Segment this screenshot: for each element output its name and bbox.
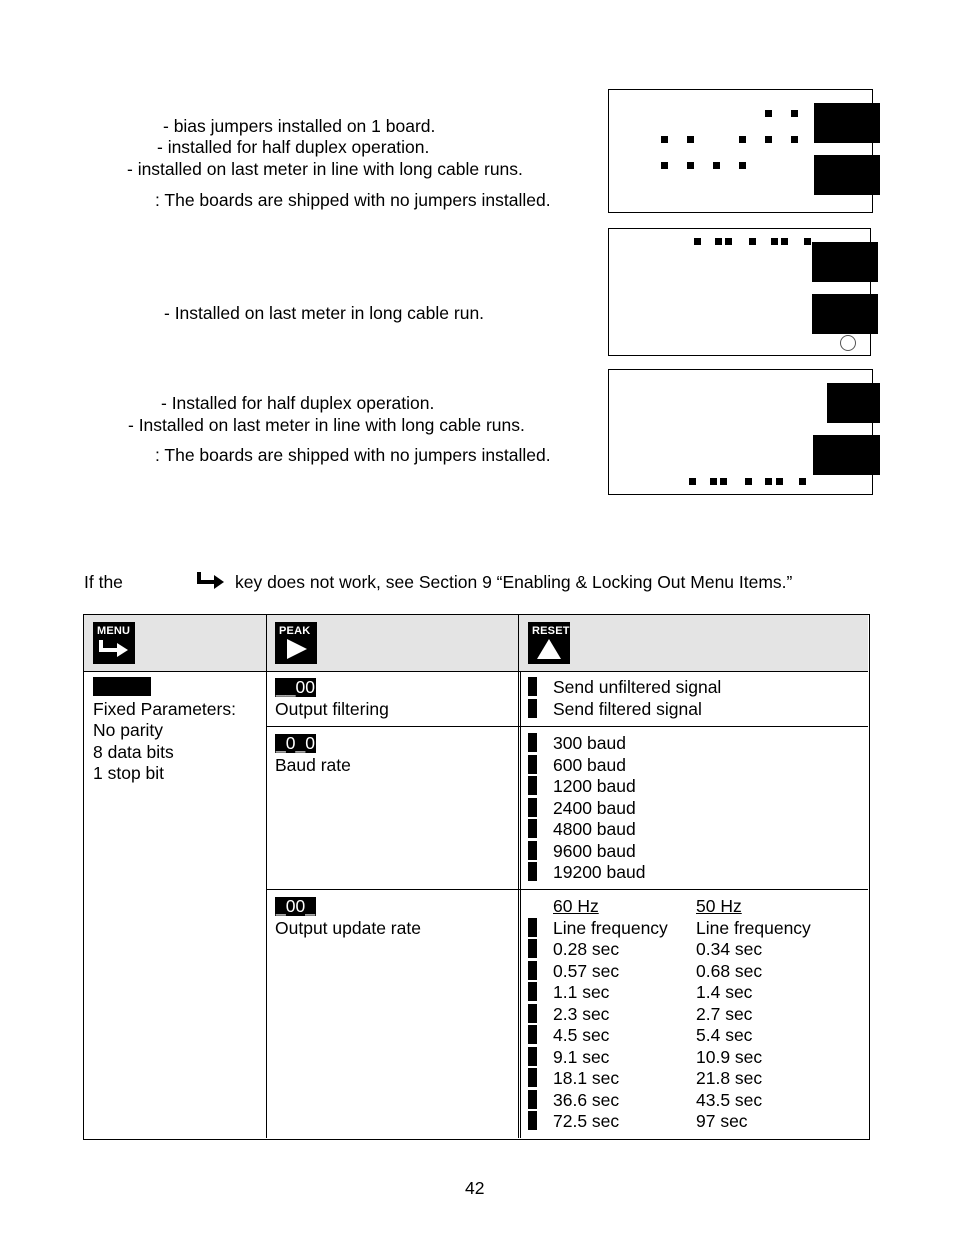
menu-note-suffix: key does not work, see Section 9 “Enabling & Locking Out Menu Items.” (235, 572, 793, 592)
fixed-param-data-bits: 8 data bits (93, 741, 174, 762)
filter-display: __00 (276, 677, 315, 697)
board-diagram-2 (608, 228, 871, 356)
s2-line1: - Installed on last meter in long cable run. (164, 303, 485, 323)
rate50: 0.34 sec (696, 939, 763, 959)
rate50: 43.5 sec (696, 1089, 763, 1110)
rate60: 72.5 sec (553, 1111, 620, 1131)
hz50-header: 50 Hz (696, 896, 742, 916)
baud-option: 4800 baud (553, 819, 636, 839)
baud-option: 600 baud (553, 754, 626, 775)
update-options-50hz (696, 896, 811, 1133)
baud-option: 2400 baud (553, 797, 636, 818)
board-diagram-1 (608, 89, 873, 213)
baud-option: 1200 baud (553, 776, 636, 796)
update-label: Output update rate (275, 917, 421, 938)
freq60-label: Line frequency (553, 917, 668, 938)
filter-option: Send unfiltered signal (553, 677, 722, 697)
rate60: 18.1 sec (553, 1068, 620, 1088)
board-diagram-3 (608, 369, 873, 495)
s1-note: : The boards are shipped with no jumpers installed. (155, 190, 551, 210)
rate50: 5.4 sec (696, 1025, 753, 1045)
s3-line1: - Installed for half duplex operation. (161, 393, 435, 413)
s3-note: : The boards are shipped with no jumpers installed. (155, 445, 551, 465)
update-display: _00_ (276, 896, 315, 916)
s1-line3: - installed on last meter in line with long cable runs. (127, 159, 523, 179)
filter-setting (275, 677, 389, 720)
s1-line2: - installed for half duplex operation. (157, 137, 430, 157)
filter-label: Output filtering (275, 698, 389, 719)
baud-label: Baud rate (275, 754, 351, 775)
menu-note-prefix: If the (84, 572, 123, 592)
filter-option: Send filtered signal (553, 698, 702, 719)
baud-option: 9600 baud (553, 840, 636, 861)
fixed-param-parity: No parity (93, 720, 164, 740)
rate60: 4.5 sec (553, 1025, 610, 1045)
baud-option: 300 baud (553, 733, 626, 753)
rate60: 2.3 sec (553, 1003, 610, 1024)
rate60: 9.1 sec (553, 1046, 610, 1067)
baud-display: _0_0 (276, 733, 315, 753)
menu-key-icon: MENU (93, 622, 135, 664)
baud-options (528, 733, 645, 884)
rate60: 1.1 sec (553, 982, 610, 1002)
rate50: 97 sec (696, 1111, 748, 1131)
rate60: 0.57 sec (553, 960, 620, 981)
fixed-params-title: Fixed Parameters: (93, 698, 236, 719)
freq50-label: Line frequency (696, 917, 811, 938)
s1-line1: - bias jumpers installed on 1 board. (163, 116, 436, 136)
s3-line2: - Installed on last meter in line with long cable runs. (128, 415, 525, 435)
update-options (528, 896, 668, 1133)
filter-options (528, 677, 721, 720)
baud-setting (275, 733, 351, 776)
baud-option: 19200 baud (553, 862, 646, 882)
rate50: 2.7 sec (696, 1003, 753, 1024)
menu-arrow-icon (196, 570, 226, 590)
rate50: 10.9 sec (696, 1046, 763, 1067)
hz60-header: 60 Hz (553, 896, 599, 916)
rate50: 0.68 sec (696, 960, 763, 981)
fixed-params (93, 677, 236, 785)
rate50: 21.8 sec (696, 1068, 763, 1088)
update-setting (275, 896, 421, 939)
menu-display-blank (93, 677, 151, 696)
rate60: 0.28 sec (553, 939, 620, 959)
table-header (84, 615, 868, 672)
fixed-param-stop-bits: 1 stop bit (93, 763, 165, 783)
page-number: 42 (465, 1178, 485, 1198)
rate60: 36.6 sec (553, 1089, 620, 1110)
peak-key-icon: PEAK (275, 622, 317, 664)
serial-settings-table (83, 614, 870, 1140)
reset-key-icon: RESET (528, 622, 570, 664)
rate50: 1.4 sec (696, 982, 753, 1002)
